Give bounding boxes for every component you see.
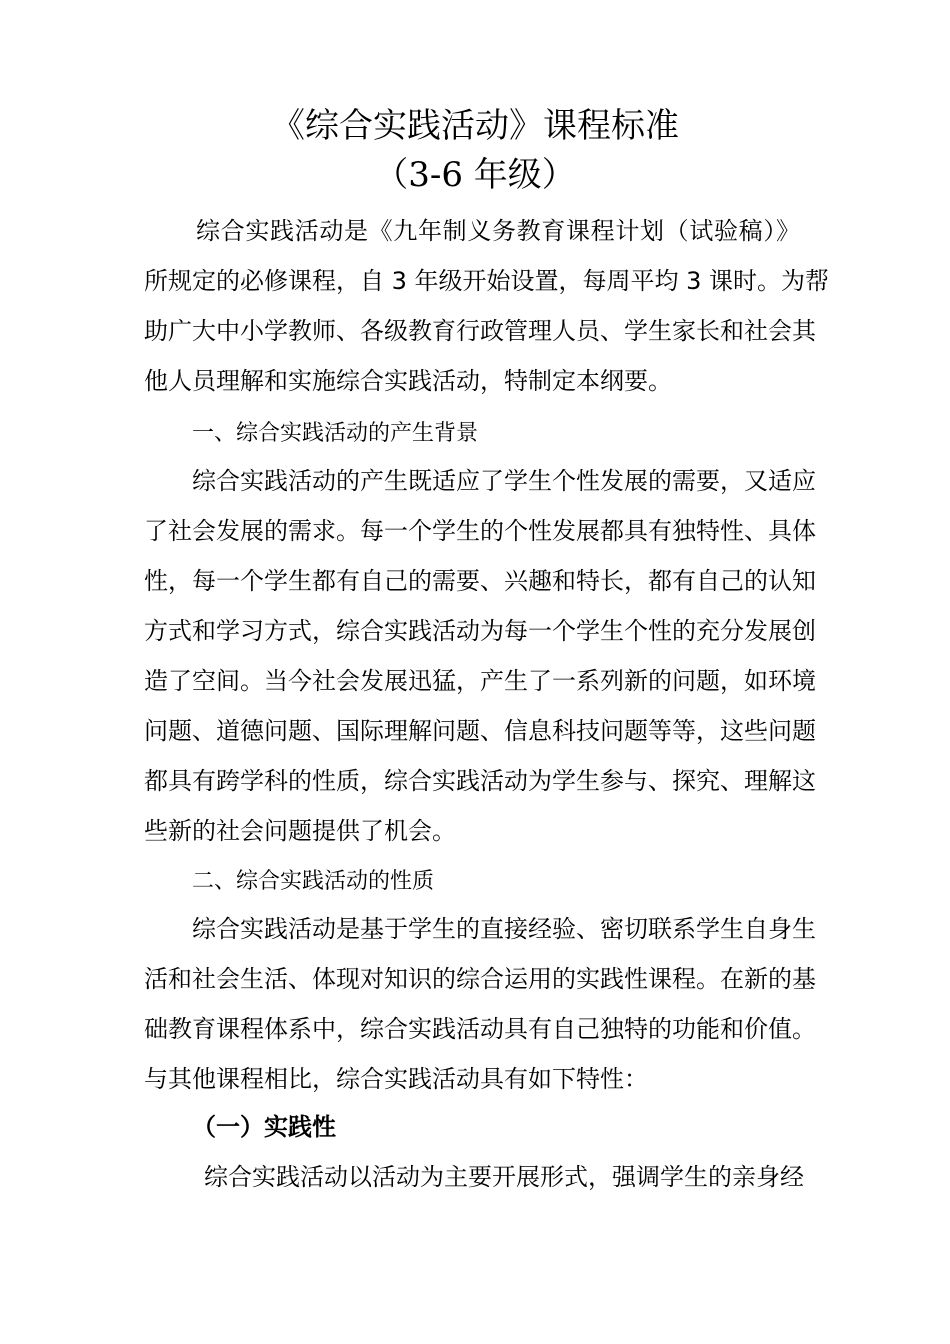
section-1-line-7: 都具有跨学科的性质，综合实践活动为学生参与、探究、理解这 [144,767,816,795]
section-1-heading: 一、综合实践活动的产生背景 [192,421,479,446]
subsection-1-heading: （一）实践性 [192,1113,336,1141]
intro-line-4: 他人员理解和实施综合实践活动，特制定本纲要。 [144,367,672,395]
section-1-line-6: 问题、道德问题、国际理解问题、信息科技问题等等，这些问题 [144,717,816,745]
intro-line-2: 所规定的必修课程，自 3 年级开始设置，每周平均 3 课时。为帮 [144,267,830,295]
section-1-line-5: 造了空间。当今社会发展迅猛，产生了一系列新的问题，如环境 [144,667,816,695]
section-1-line-8: 些新的社会问题提供了机会。 [144,817,456,845]
section-2-line-4: 与其他课程相比，综合实践活动具有如下特性： [144,1065,648,1093]
subsection-1-line-1: 综合实践活动以活动为主要开展形式，强调学生的亲身经 [204,1163,804,1191]
document-subtitle: （3-6 年级） [374,155,576,195]
section-1-line-4: 方式和学习方式，综合实践活动为每一个学生个性的充分发展创 [144,617,816,645]
document-title: 《综合实践活动》课程标准 [271,106,679,146]
intro-line-1: 综合实践活动是《九年制义务教育课程计划（试验稿）》 [196,217,800,245]
section-2-line-3: 础教育课程体系中，综合实践活动具有自己独特的功能和价值。 [144,1015,816,1043]
section-2-line-1: 综合实践活动是基于学生的直接经验、密切联系学生自身生 [192,915,816,943]
intro-line-3: 助广大中小学教师、各级教育行政管理人员、学生家长和社会其 [144,317,816,345]
section-2-heading: 二、综合实践活动的性质 [192,869,435,894]
section-1-line-2: 了社会发展的需求。每一个学生的个性发展都具有独特性、具体 [144,517,816,545]
section-1-line-3: 性，每一个学生都有自己的需要、兴趣和特长，都有自己的认知 [144,567,816,595]
section-1-line-1: 综合实践活动的产生既适应了学生个性发展的需要，又适应 [192,467,816,495]
section-2-line-2: 活和社会生活、体现对知识的综合运用的实践性课程。在新的基 [144,965,816,993]
